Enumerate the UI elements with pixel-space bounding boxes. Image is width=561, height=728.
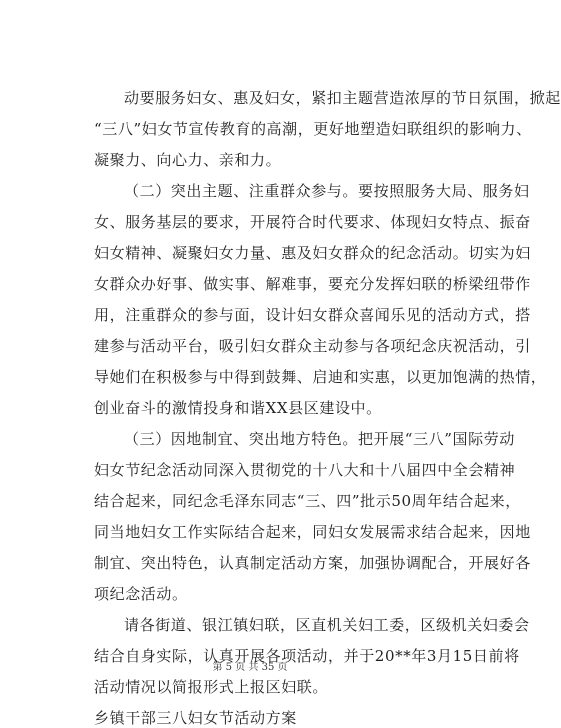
paragraph-line: 项纪念活动。 (94, 585, 188, 603)
page-footer: 第 5 页 共 35 页 (212, 662, 288, 673)
paragraph-line: 女群众办好事、做实事、解难事，要充分发挥妇联的桥梁纽带作 (94, 275, 531, 293)
paragraph-line: 用，注重群众的参与面，设计妇女群众喜闻乐见的活动方式，搭 (94, 306, 531, 324)
paragraph-line: （二）突出主题、注重群众参与。要按照服务大局、服务妇 (124, 182, 530, 200)
subheading-line: 乡镇干部三八妇女节活动方案 (94, 709, 297, 727)
paragraph-line: 请各街道、银江镇妇联，区直机关妇工委，区级机关妇委会 (124, 616, 530, 634)
paragraph-line: 结合起来，同纪念毛泽东同志“三、四”批示50周年结合起来， (94, 492, 521, 510)
paragraph-line: 活动情况以简报形式上报区妇联。 (94, 678, 329, 696)
paragraph-line: 妇女精神、凝聚妇女力量、惠及妇女群众的纪念活动。切实为妇 (94, 244, 531, 262)
paragraph-line: “三八”妇女节宣传教育的高潮，更好地塑造妇联组织的影响力、 (94, 120, 532, 138)
paragraph-line: 创业奋斗的激情投身和谐XX县区建设中。 (94, 399, 382, 417)
paragraph-line: （三）因地制宜、突出地方特色。把开展“三八”国际劳动 (124, 430, 515, 448)
paragraph-line: 同当地妇女工作实际结合起来，同妇女发展需求结合起来，因地 (94, 523, 531, 541)
paragraph-line: 妇女节纪念活动同深入贯彻党的十八大和十八届四中全会精神 (94, 461, 516, 479)
paragraph-line: 凝聚力、向心力、亲和力。 (94, 151, 282, 169)
paragraph-line: 女、服务基层的要求，开展符合时代要求、体现妇女特点、振奋 (94, 213, 531, 231)
paragraph-line: 建参与活动平台，吸引妇女群众主动参与各项纪念庆祝活动，引 (94, 337, 531, 355)
paragraph-line: 导她们在积极参与中得到鼓舞、启迪和实惠，以更加饱满的热情， (94, 368, 547, 386)
paragraph-line: 动要服务妇女、惠及妇女，紧扣主题营造浓厚的节日氛围，掀起 (124, 89, 561, 107)
paragraph-line: 制宜、突出特色，认真制定活动方案，加强协调配合，开展好各 (94, 554, 531, 572)
paragraph-line: 结合自身实际，认真开展各项活动，并于20**年3月15日前将 (94, 647, 520, 665)
